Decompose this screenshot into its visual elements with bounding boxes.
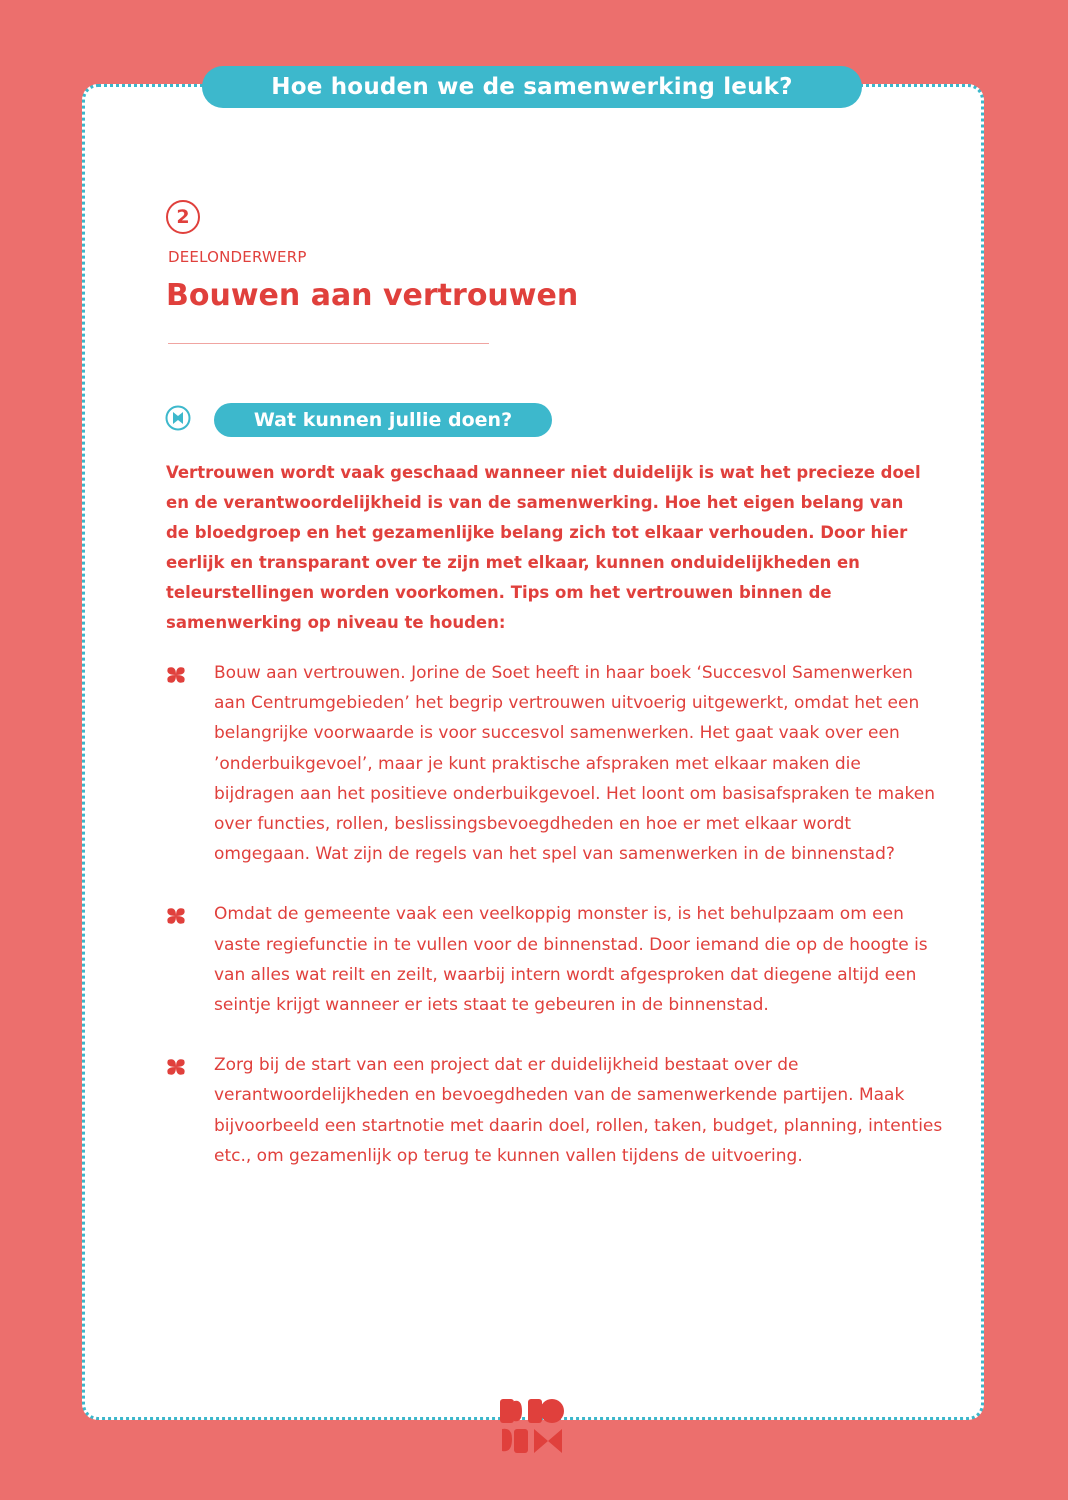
tips-list xyxy=(166,658,946,1201)
flower-bullet-icon xyxy=(166,907,186,925)
title-divider xyxy=(168,343,489,344)
list-item xyxy=(166,1050,946,1171)
tip-text: Zorg bij de start van een project dat er duidelijkheid bestaat over de verantwoordelijkheden en bevoegdheden van de samenwerkende partijen. Maak bijvoorbeeld een startnotie met daarin doel, rollen, taken, budget, planning, intenties etc., om gezamenlijk op terug te kunnen vallen tijdens de uitvoering. xyxy=(214,1055,943,1166)
intro-paragraph: Vertrouwen wordt vaak geschaad wanneer niet duidelijk is wat het precieze doel en de verantwoordelijkheid is van de samenwerking. Hoe het eigen belang van de bloedgroep en het gezamenlijke belang zich tot elkaar verhouden. Door hier eerlijk en transparant over te zijn met elkaar, kunnen onduidelijkheden en teleurstellingen worden voorkomen. Tips om het vertrouwen binnen de samenwerking op niveau te houden: xyxy=(166,463,921,632)
list-item xyxy=(166,658,946,869)
flower-bullet-icon xyxy=(166,1058,186,1076)
page-header-title: Hoe houden we de samenwerking leuk? xyxy=(202,66,862,108)
brand-logo xyxy=(498,1395,566,1457)
butterfly-icon xyxy=(165,405,201,431)
flower-bullet-icon xyxy=(166,666,186,684)
tip-text: Bouw aan vertrouwen. Jorine de Soet heeft in haar boek ‘Succesvol Samenwerken aan Centrumgebieden’ het begrip vertrouwen uitvoerig uitgewerkt, omdat het een belangrijke voorwaarde is voor succesvol samenwerken. Het gaat vaak over een ’onderbuikgevoel’, maar je kunt praktische afspraken met elkaar maken die bijdragen aan het positieve onderbuikgevoel. Het loont om basisafspraken te maken over functies, rollen, beslissingsbevoegdheden en hoe er met elkaar wordt omgegaan. Wat zijn de regels van het spel van samenwerken in de binnenstad? xyxy=(214,663,935,865)
topic-eyebrow: DEELONDERWERP xyxy=(168,248,307,266)
topic-number-badge: 2 xyxy=(166,200,200,234)
section-heading: Wat kunnen jullie doen? xyxy=(214,403,552,437)
tip-text: Omdat de gemeente vaak een veelkoppig monster is, is het behulpzaam om een vaste regiefunctie in te vullen voor de binnenstad. Door iemand die op de hoogte is van alles wat reilt en zeilt, waarbij intern wordt afgesproken dat diegene altijd een seintje krijgt wanneer er iets staat te gebeuren in de binnenstad. xyxy=(214,904,928,1016)
topic-title: Bouwen aan vertrouwen xyxy=(166,278,579,313)
list-item xyxy=(166,899,946,1020)
